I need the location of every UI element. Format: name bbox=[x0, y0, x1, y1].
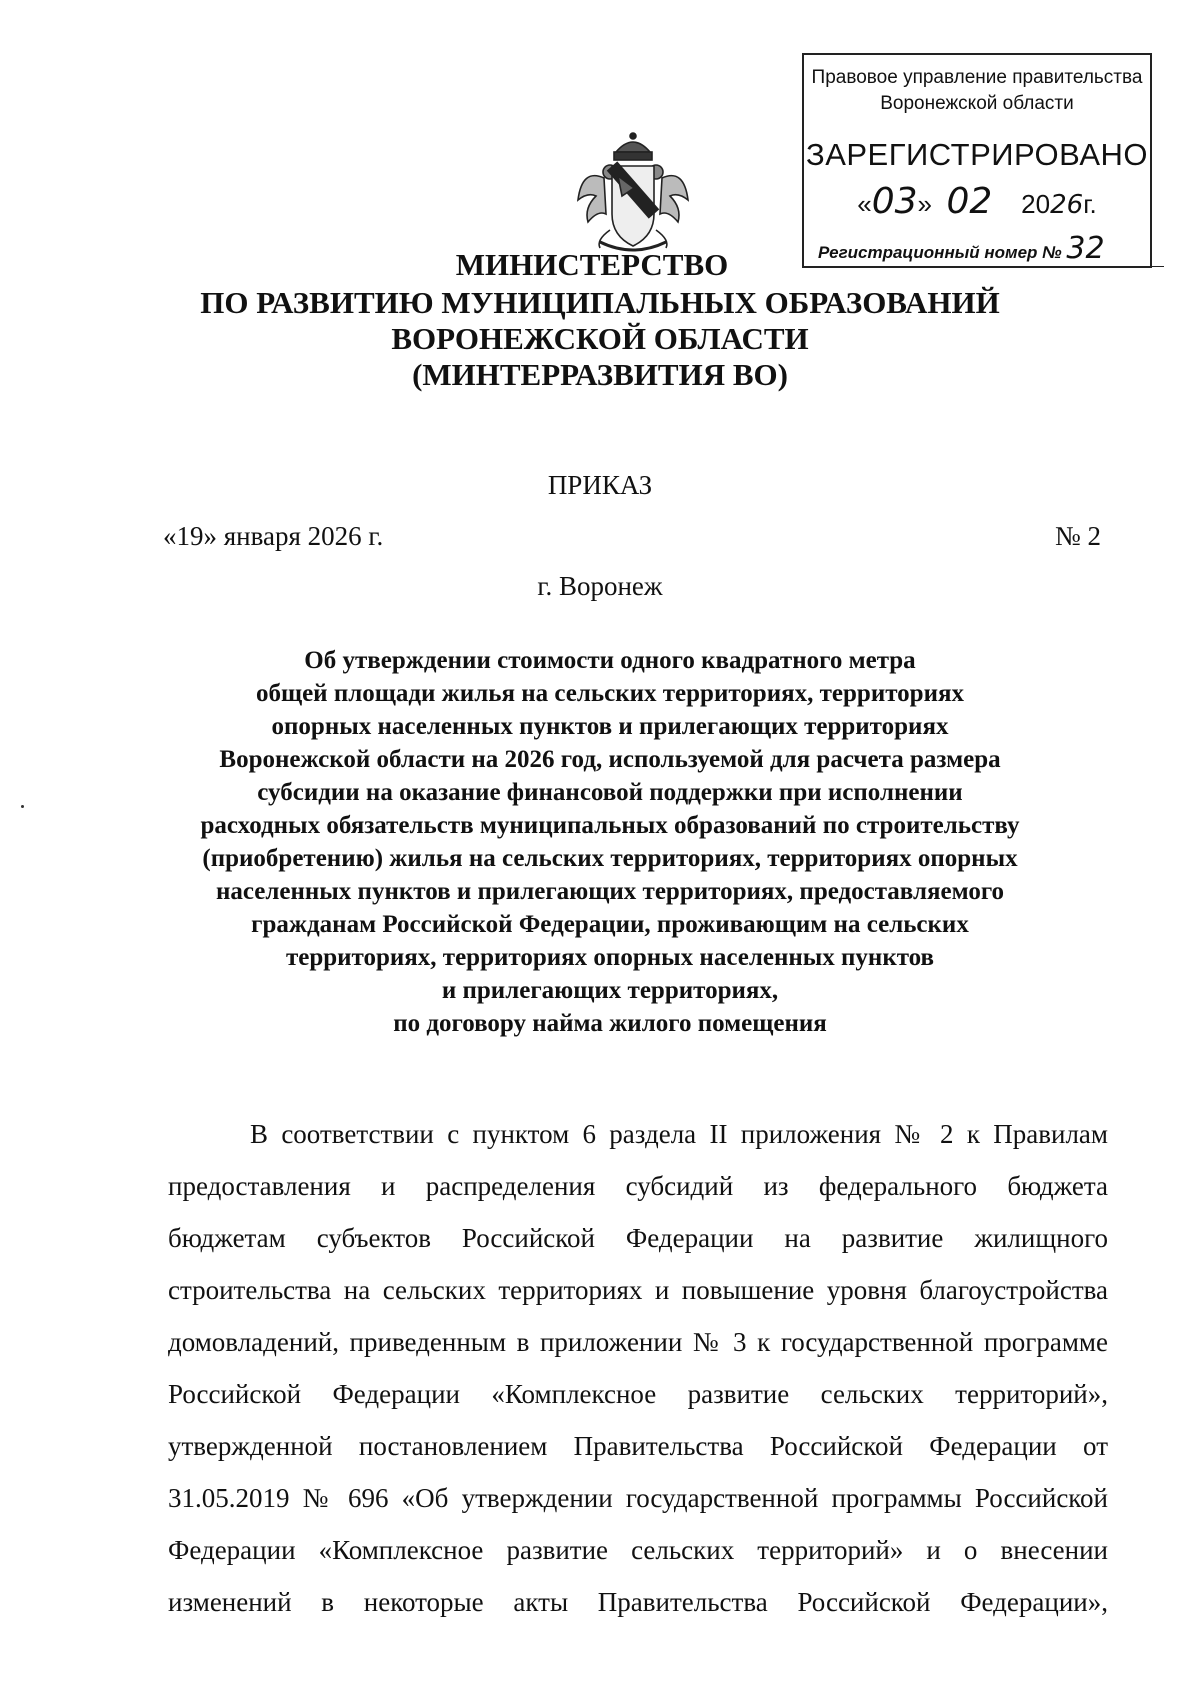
subject-line: и прилегающих территориях, bbox=[441, 977, 779, 1004]
body-line: домовладений, приведенным в приложении № 3 к государственной программе bbox=[168, 1327, 1108, 1357]
coat-of-arms-icon bbox=[574, 130, 692, 260]
stamp-org-line-1: Правовое управление правительства bbox=[811, 67, 1143, 88]
order-date: «19» января 2026 г. bbox=[163, 521, 384, 551]
body-line: утвержденной постановлением Правительства Российской Федерации от bbox=[168, 1431, 1108, 1461]
registration-stamp bbox=[802, 53, 1152, 268]
subject-line: расходных обязательств муниципальных образований по строительству bbox=[200, 812, 1020, 839]
order-body bbox=[168, 1108, 1108, 1628]
stamp-year-prefix: 20 bbox=[1021, 189, 1051, 219]
subject-line: общей площади жилья на сельских территориях, территориях bbox=[255, 680, 965, 707]
body-line: изменений в некоторые акты Правительства Российской Федерации», bbox=[168, 1587, 1108, 1617]
body-line: В соответствии с пунктом 6 раздела II приложения № 2 к Правилам bbox=[250, 1119, 1108, 1149]
stamp-date: «03» 02 2026г. bbox=[857, 181, 1097, 222]
subject-line: субсидии на оказание финансовой поддержки при исполнении bbox=[257, 779, 963, 806]
ministry-name-line-2: ПО РАЗВИТИЮ МУНИЦИПАЛЬНЫХ ОБРАЗОВАНИЙ bbox=[200, 285, 1000, 320]
body-line: строительства на сельских территориях и повышение уровня благоустройства bbox=[168, 1275, 1108, 1305]
stamp-year-suffix: 26 bbox=[1050, 190, 1084, 220]
subject-line: гражданам Российской Федерации, проживающим на сельских bbox=[251, 911, 969, 938]
stamp-reg-value: 32 bbox=[1066, 231, 1105, 266]
order-city: г. Воронеж bbox=[537, 571, 663, 601]
stamp-reg-label: Регистрационный номер № bbox=[818, 243, 1062, 262]
body-line: 31.05.2019 № 696 «Об утверждении государственной программы Российской bbox=[168, 1483, 1108, 1513]
subject-line: Воронежской области на 2026 год, используемой для расчета размера bbox=[219, 746, 1001, 773]
subject-line: Об утверждении стоимости одного квадратного метра bbox=[304, 647, 916, 674]
ministry-name-line-1: МИНИСТЕРСТВО bbox=[455, 247, 729, 282]
body-line: Российской Федерации «Комплексное развитие сельских территорий», bbox=[168, 1379, 1108, 1409]
subject-line: (приобретению) жилья на сельских территориях, территориях опорных bbox=[202, 845, 1018, 872]
subject-line: по договору найма жилого помещения bbox=[393, 1010, 827, 1037]
body-line: предоставления и распределения субсидий из федерального бюджета bbox=[168, 1171, 1108, 1201]
subject-line: территориях, территориях опорных населенных пунктов bbox=[285, 944, 935, 971]
scan-speck bbox=[21, 805, 24, 808]
stamp-status: ЗАРЕГИСТРИРОВАНО bbox=[805, 137, 1148, 172]
body-line: бюджетам субъектов Российской Федерации на развитие жилищного bbox=[168, 1223, 1108, 1253]
stamp-month: 02 bbox=[946, 181, 993, 222]
order-title: ПРИКАЗ bbox=[547, 470, 653, 500]
ministry-name-line-4: (МИНТЕРРАЗВИТИЯ ВО) bbox=[412, 357, 788, 392]
subject-line: опорных населенных пунктов и прилегающих территориях bbox=[271, 713, 949, 740]
order-number: № 2 bbox=[1055, 521, 1102, 551]
stamp-day: 03 bbox=[871, 181, 918, 222]
subject-line: населенных пунктов и прилегающих территориях, предоставляемого bbox=[215, 878, 1005, 905]
body-line: Федерации «Комплексное развитие сельских территорий» и о внесении bbox=[168, 1535, 1108, 1565]
stamp-year-unit: г. bbox=[1083, 189, 1097, 219]
stamp-org-line-2: Воронежской области bbox=[880, 93, 1074, 114]
ministry-name-line-3: ВОРОНЕЖСКОЙ ОБЛАСТИ bbox=[391, 321, 809, 356]
order-subject bbox=[150, 644, 1070, 1040]
